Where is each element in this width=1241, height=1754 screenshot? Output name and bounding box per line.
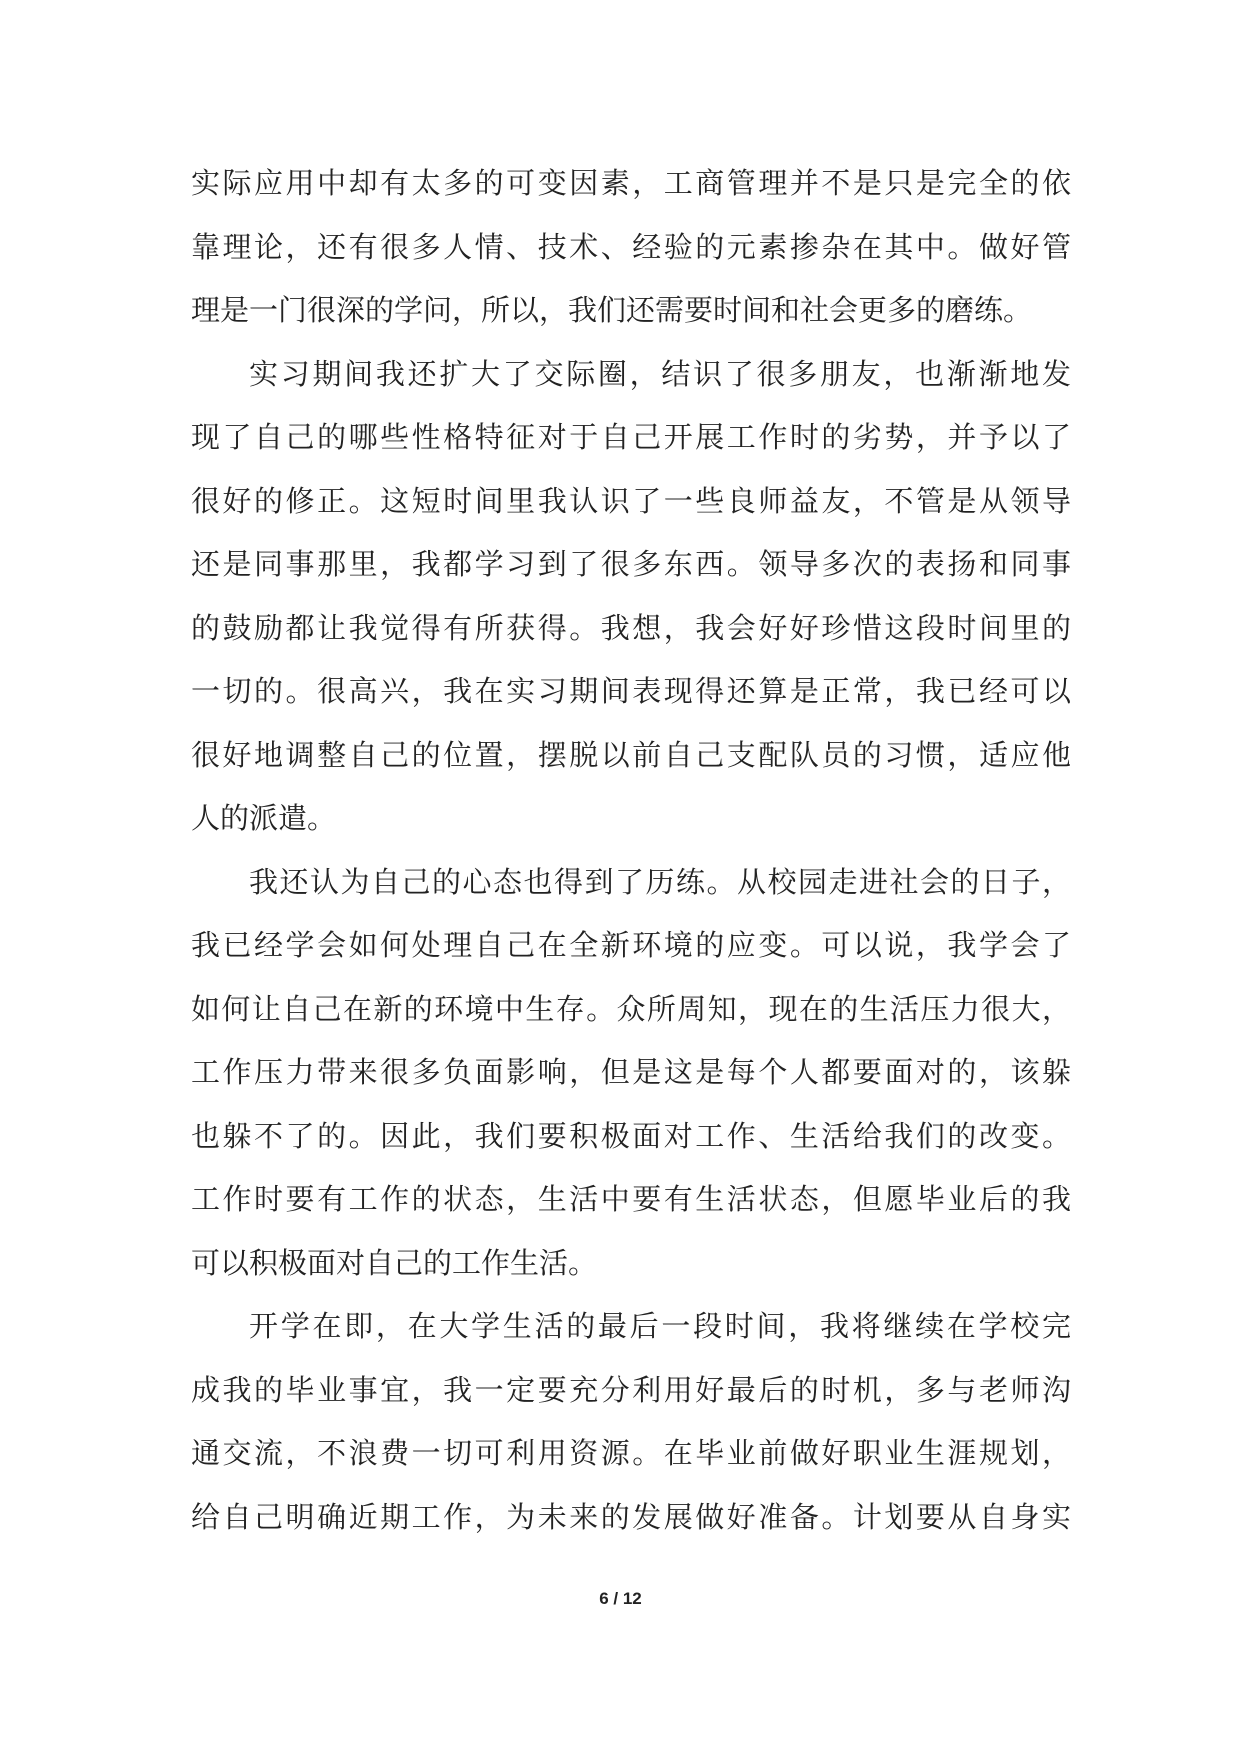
text-line: 实际应用中却有太多的可变因素，工商管理并不是只是完全的依 xyxy=(191,166,1071,200)
text-line: 我已经学会如何处理自己在全新环境的应变。可以说，我学会了 xyxy=(191,928,1071,962)
text-line: 如何让自己在新的环境中生存。众所周知，现在的生活压力很大， xyxy=(191,991,1071,1026)
paragraph-first-line: 我还认为自己的心态也得到了历练。从校园走进社会的日子， xyxy=(249,864,1071,899)
text-line: 一切的。很高兴，我在实习期间表现得还算是正常，我已经可以 xyxy=(191,674,1071,708)
text-line: 给自己明确近期工作，为未来的发展做好准备。计划要从自身实 xyxy=(191,1499,1071,1534)
paragraph-first-line: 实习期间我还扩大了交际圈，结识了很多朋友，也渐渐地发 xyxy=(249,356,1071,391)
text-line: 靠理论，还有很多人情、技术、经验的元素掺杂在其中。做好管 xyxy=(191,229,1071,264)
text-line: 现了自己的哪些性格特征对于自己开展工作时的劣势，并予以了 xyxy=(191,420,1071,454)
text-line: 也躲不了的。因此，我们要积极面对工作、生活给我们的改变。 xyxy=(191,1118,1071,1153)
text-line: 理是一门很深的学问，所以，我们还需要时间和社会更多的磨练。 xyxy=(191,293,1033,327)
text-line: 成我的毕业事宜，我一定要充分利用好最后的时机，多与老师沟 xyxy=(191,1372,1071,1407)
paragraph-first-line: 开学在即，在大学生活的最后一段时间，我将继续在学校完 xyxy=(249,1309,1071,1343)
page-number: 6 / 12 xyxy=(599,1589,642,1608)
text-line: 人的派遣。 xyxy=(191,801,337,835)
text-line: 很好地调整自己的位置，摆脱以前自己支配队员的习惯，适应他 xyxy=(191,737,1071,772)
text-line: 的鼓励都让我觉得有所获得。我想，我会好好珍惜这段时间里的 xyxy=(191,610,1071,645)
text-line: 很好的修正。这短时间里我认识了一些良师益友，不管是从领导 xyxy=(191,483,1071,518)
text-line: 通交流，不浪费一切可利用资源。在毕业前做好职业生涯规划， xyxy=(191,1436,1071,1470)
text-line: 还是同事那里，我都学习到了很多东西。领导多次的表扬和同事 xyxy=(191,547,1071,581)
text-line: 工作时要有工作的状态，生活中要有生活状态，但愿毕业后的我 xyxy=(191,1182,1071,1216)
text-line: 可以积极面对自己的工作生活。 xyxy=(191,1245,598,1280)
text-line: 工作压力带来很多负面影响，但是这是每个人都要面对的，该躲 xyxy=(191,1055,1071,1089)
document-body xyxy=(191,152,1071,1549)
